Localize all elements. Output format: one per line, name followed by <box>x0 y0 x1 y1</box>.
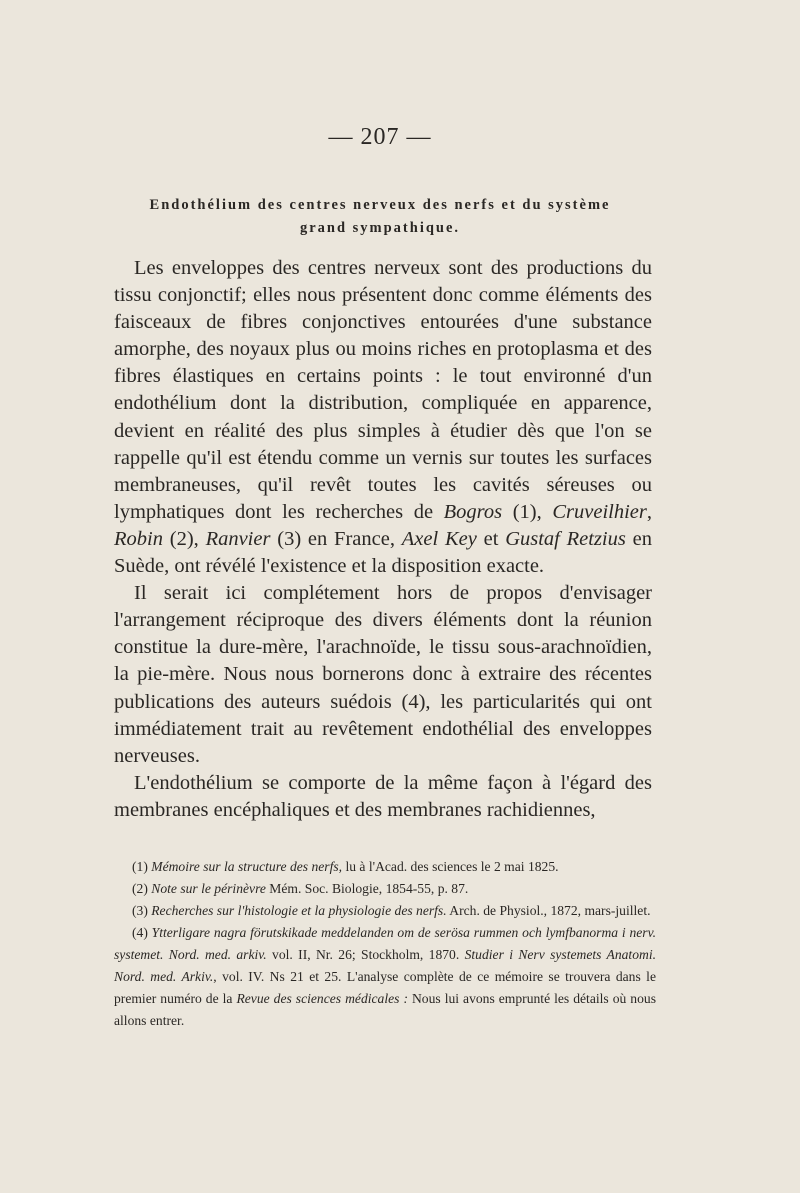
paragraph-3: L'endothélium se comporte de la même façon à l'égard des membranes encéphaliques et des membranes rachidiennes, <box>114 771 652 821</box>
text-run: , <box>646 500 652 523</box>
paragraph-2: Il serait ici complétement hors de propos d'envisager l'arrangement réciproque des divers éléments dont la réunion constitue la dure-mère, l'arachnoïde, le tissu sous-arachnoïdien, la pie-mère. Nous nous bornerons donc à extraire des récentes publications des auteurs suédois (4), les particularités qui ont immédiatement trait au revêtement endothélial des enveloppes nerveuses. <box>114 582 652 767</box>
footnote-number: (2) <box>132 881 152 896</box>
text-run: (1), <box>502 500 553 523</box>
footnote-3 <box>114 900 656 922</box>
author-axel-key: Axel Key <box>401 527 477 550</box>
author-gustaf-retzius: Gustaf Retzius <box>505 527 626 550</box>
footnote-title: Studier i Nerv systemets Anatomi. Nord. med. Arkiv. <box>114 947 657 984</box>
footnote-text: , vol. IV. Ns 21 et 25. L'analyse complète de ce mémoire se trouvera dans le premier numéro de la <box>114 969 656 1006</box>
footnote-text: Nous lui avons emprunté les détails où nous allons entrer. <box>114 991 656 1028</box>
body-text <box>114 255 652 824</box>
footnote-number: (4) <box>132 925 152 940</box>
footnote-title: Note sur le périnèvre <box>151 881 266 896</box>
text-run: (3) en France, <box>270 527 402 550</box>
section-heading-line-2: grand sympathique. <box>299 220 461 236</box>
footnote-title: Mémoire sur la structure des nerfs, <box>151 859 343 874</box>
text-run: en Suède, ont révélé l'existence et la disposition exacte. <box>114 527 652 578</box>
footnote-title: Revue des sciences médicales : <box>236 991 408 1006</box>
footnotes <box>114 856 656 1032</box>
footnote-number: (1) <box>132 859 152 874</box>
footnote-4 <box>114 922 656 1032</box>
section-heading-line-1: Endothélium des centres nerveux des nerfs et du système <box>149 197 611 213</box>
author-robin: Robin <box>114 527 163 550</box>
footnote-text: vol. II, Nr. 26; Stockholm, 1870. <box>266 947 465 962</box>
footnote-text: lu à l'Acad. des sciences le 2 mai 1825. <box>342 859 559 874</box>
author-cruveilhier: Cruveilhier <box>552 500 647 523</box>
text-run: (2), <box>162 527 206 550</box>
paragraph-1 <box>114 255 652 580</box>
footnote-number: (3) <box>132 903 152 918</box>
footnote-title: Ytterligare nagra förutskikade meddelanden om de serösa rummen och lymfbanorma i nerv. systemet. Nord. med. arkiv. <box>114 925 656 962</box>
text-run: Les enveloppes des centres nerveux sont des productions du tissu conjonctif; elles nous présentent donc comme éléments des faisceaux de fibres conjonctives entourées d'une substance amorphe, des noyaux plus ou moins riches en protoplasma et des fibres élastiques en certains points : le tout environné d'un endothélium dont la distribution, compliquée en apparence, devient en réalité des plus simples à étudier dès que l'on se rappelle qu'il est étendu comme un vernis sur toutes les surfaces membraneuses, qu'il revêt toutes les cavités séreuses ou lymphatiques dont les recherches de <box>114 257 652 523</box>
text-run: et <box>476 527 506 550</box>
page-number: — 207 — <box>328 124 432 150</box>
footnote-text: Arch. de Physiol., 1872, mars-juillet. <box>446 903 651 918</box>
author-ranvier: Ranvier <box>205 527 271 550</box>
author-bogros: Bogros <box>443 500 503 523</box>
footnote-2 <box>114 878 656 900</box>
footnote-1 <box>114 856 656 878</box>
footnote-text: Mém. Soc. Biologie, 1854-55, p. 87. <box>265 881 469 896</box>
footnote-title: Recherches sur l'histologie et la physiologie des nerfs. <box>151 903 447 918</box>
